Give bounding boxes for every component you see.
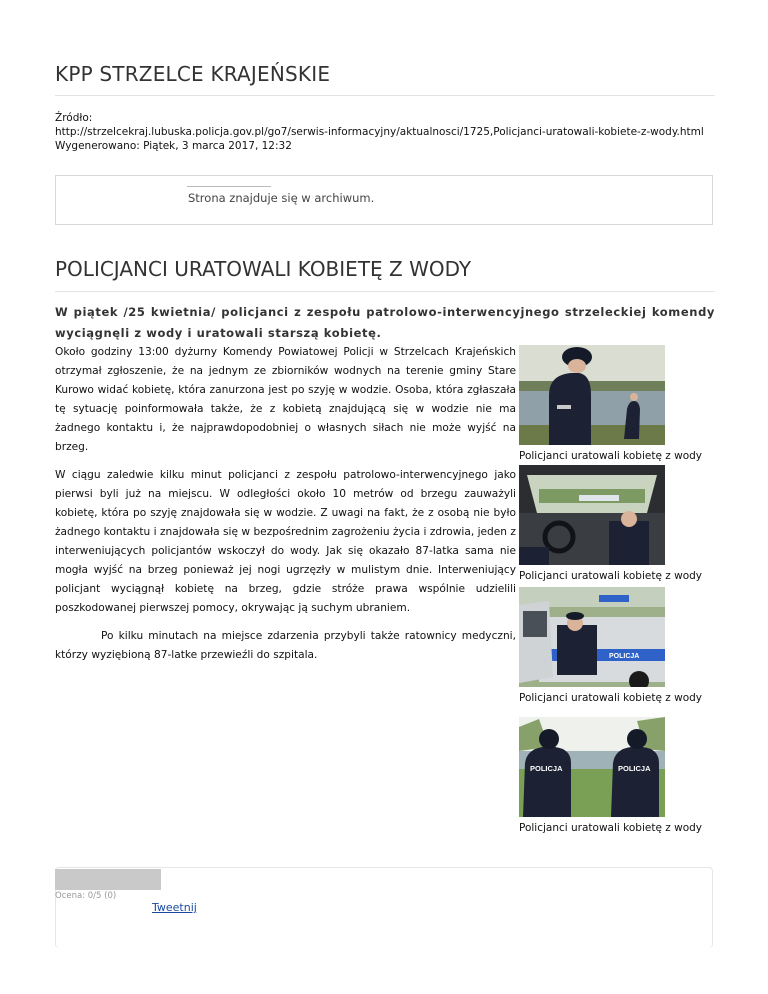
photo-caption: Policjanci uratowali kobietę z wody	[519, 450, 702, 462]
article-body	[55, 343, 516, 674]
source-url: http://strzelcekraj.lubuska.policja.gov.pl/go7/serwis-informacyjny/aktualnosci/1725,Policjanci-uratowali-kobiete-z-wody.html	[55, 126, 704, 138]
tweet-link[interactable]: Tweetnij	[152, 901, 197, 914]
article-title: POLICJANCI URATOWALI KOBIETĘ Z WODY	[55, 257, 715, 292]
photo-label: POLICJA	[530, 764, 563, 773]
svg-text:POLICJA: POLICJA	[609, 653, 640, 660]
photo-policemen-backs[interactable]	[519, 717, 665, 817]
paragraph: Po kilku minutach na miejsce zdarzenia przybyli także ratownicy medyczni, którzy wyziębioną 87-latke przewieźli do szpitala.	[55, 630, 516, 661]
gallery-item[interactable]	[519, 465, 702, 583]
rating-stars[interactable]	[55, 869, 161, 890]
photo-caption: Policjanci uratowali kobietę z wody	[519, 822, 702, 834]
archive-notice: Strona znajduje się w archiwum.	[188, 191, 375, 205]
rating-text: Ocena: 0/5 (0)	[55, 891, 117, 901]
photo-label: POLICJA	[618, 764, 651, 773]
photo-caption: Policjanci uratowali kobietę z wody	[519, 570, 702, 582]
source-label: Źródło:	[55, 112, 93, 124]
divider	[187, 186, 271, 187]
gallery-item[interactable]	[519, 587, 702, 705]
article-lead: W piątek /25 kwietnia/ policjanci z zespołu patrolowo-interwencyjnego strzeleckiej komendy wyciągnęli z wody i uratowali starszą kobietę.	[55, 305, 715, 340]
paragraph: W ciągu zaledwie kilku minut policjanci z zespołu patrolowo-interwencyjnego jako pierwsi byli już na miejscu. W odległości około 10 metrów od brzegu zauważyli kobietę, która po szyję znajdowała się w wodzie. Z uwagi na fakt, że z osobą nie było żadnego kontaktu i znajdowała się w bezpośrednim zagrożeniu życia i zdrowia, jeden z interweniujących policjantów wskoczył do wody. Jak się okazało 87-latka sama nie mogła wyjść na brzeg ponieważ jej nogi ugrzęzły w mulistym dnie. Interweniujący policjant wyciągnął kobietę na brzeg, gdzie stróże prawa wspólnie udzielili poszkodowanej pierwszej pomocy, okrywając ją suchym ubraniem.	[55, 469, 516, 614]
generated-date: Wygenerowano: Piątek, 3 marca 2017, 12:32	[55, 140, 292, 152]
document-meta	[55, 111, 704, 153]
photo-police-car-door[interactable]	[519, 587, 665, 687]
gallery-item[interactable]	[519, 345, 702, 463]
photo-caption: Policjanci uratowali kobietę z wody	[519, 692, 702, 704]
gallery-item[interactable]	[519, 717, 702, 835]
archive-notice-box	[55, 175, 713, 225]
photo-inside-police-car[interactable]	[519, 465, 665, 565]
photo-policeman-at-lake[interactable]	[519, 345, 665, 445]
paragraph: Około godziny 13:00 dyżurny Komendy Powiatowej Policji w Strzelcach Krajeńskich otrzymał zgłoszenie, że na jednym ze zbiorników wodnych na terenie gminy Stare Kurowo widać kobietę, która zanurzona jest po szyję w wodzie. Osoba, która zgłaszała tę sytuację poinformowała także, że z kobietą znajdującą się w wodzie nie ma żadnego kontaktu i, że najprawdopodobniej o własnych siłach nie może wyjść na brzeg.	[55, 346, 516, 453]
site-title: KPP STRZELCE KRAJEŃSKIE	[55, 62, 715, 96]
